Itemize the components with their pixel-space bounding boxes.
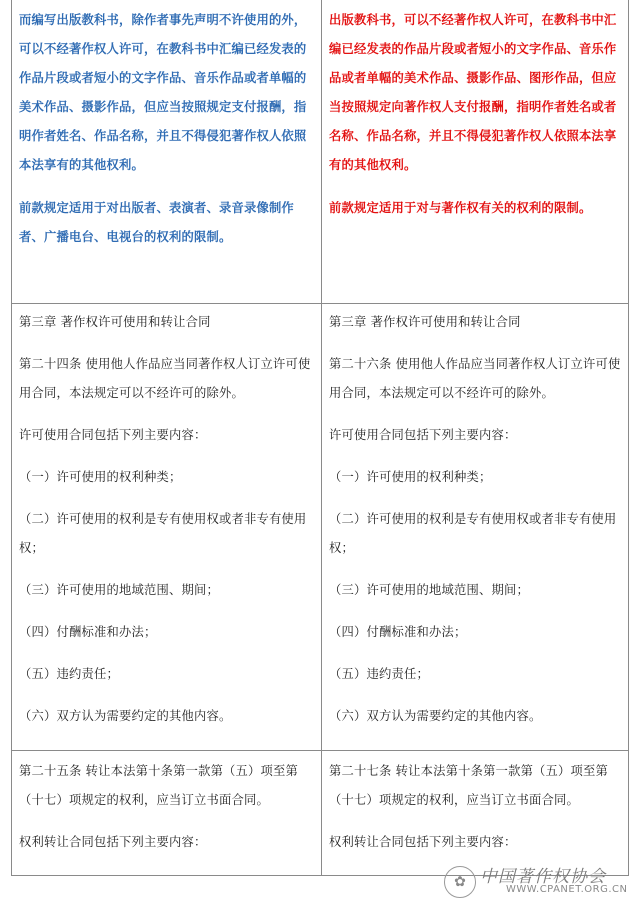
table-row — [12, 304, 629, 751]
watermark — [444, 860, 629, 902]
list-item: （三）许可使用的地域范围、期间； — [19, 583, 219, 597]
old-law-cell — [12, 304, 322, 751]
paragraph: 第二十七条 转让本法第十条第一款第（五）项至第（十七）项规定的权利，应当订立书面合同。 — [329, 764, 609, 807]
new-law-cell — [322, 304, 629, 751]
list-item: （二）许可使用的权利是专有使用权或者非专有使用权； — [19, 512, 307, 555]
new-law-cell — [322, 0, 629, 304]
paragraph: 许可使用合同包括下列主要内容： — [329, 428, 517, 442]
list-item: （三）许可使用的地域范围、期间； — [329, 583, 529, 597]
paragraph: 第二十四条 使用他人作品应当同著作权人订立许可使用合同，本法规定可以不经许可的除外。 — [19, 357, 311, 400]
old-law-cell — [12, 751, 322, 876]
paragraph: 权利转让合同包括下列主要内容： — [329, 835, 517, 849]
old-law-cell — [12, 0, 322, 304]
paragraph: 而编写出版教科书，除作者事先声明不许使用的外，可以不经著作权人许可，在教科书中汇编已经发表的作品片段或者短小的文字作品、音乐作品或者单幅的美术作品、摄影作品，但应当按照规定支付报酬，指明作者姓名、作品名称，并且不得侵犯著作权人依照本法享有的其他权利。 — [19, 13, 307, 172]
table-row — [12, 0, 629, 304]
paragraph: 第二十六条 使用他人作品应当同著作权人订立许可使用合同，本法规定可以不经许可的除外。 — [329, 357, 621, 400]
paragraph: 前款规定适用于对出版者、表演者、录音录像制作者、广播电台、电视台的权利的限制。 — [19, 201, 294, 244]
paragraph: 第二十五条 转让本法第十条第一款第（五）项至第（十七）项规定的权利，应当订立书面合同。 — [19, 764, 299, 807]
list-item: （六）双方认为需要约定的其他内容。 — [329, 709, 542, 723]
table-row — [12, 751, 629, 876]
list-item: （一）许可使用的权利种类； — [19, 470, 182, 484]
list-item: （五）违约责任； — [329, 667, 429, 681]
list-item: （四）付酬标准和办法； — [19, 625, 157, 639]
chapter-heading: 第三章 著作权许可使用和转让合同 — [329, 315, 521, 329]
list-item: （六）双方认为需要约定的其他内容。 — [19, 709, 232, 723]
new-law-cell — [322, 751, 629, 876]
paragraph: 出版教科书，可以不经著作权人许可，在教科书中汇编已经发表的作品片段或者短小的文字作品、音乐作品或者单幅的美术作品、摄影作品、图形作品，但应当按照规定向著作权人支付报酬，指明作者姓名或者名称、作品名称，并且不得侵犯著作权人依照本法享有的其他权利。 — [329, 13, 617, 172]
list-item: （二）许可使用的权利是专有使用权或者非专有使用权； — [329, 512, 617, 555]
watermark-url: WWW.CPANET.ORG.CN — [506, 884, 628, 895]
paragraph: 前款规定适用于对与著作权有关的权利的限制。 — [329, 201, 592, 215]
list-item: （一）许可使用的权利种类； — [329, 470, 492, 484]
list-item: （五）违约责任； — [19, 667, 119, 681]
wechat-icon: ✿ — [444, 866, 476, 898]
watermark-title: 中国著作权协会 — [480, 867, 606, 887]
paragraph: 许可使用合同包括下列主要内容： — [19, 428, 207, 442]
chapter-heading: 第三章 著作权许可使用和转让合同 — [19, 315, 211, 329]
paragraph: 权利转让合同包括下列主要内容： — [19, 835, 207, 849]
comparison-table — [11, 0, 629, 876]
list-item: （四）付酬标准和办法； — [329, 625, 467, 639]
